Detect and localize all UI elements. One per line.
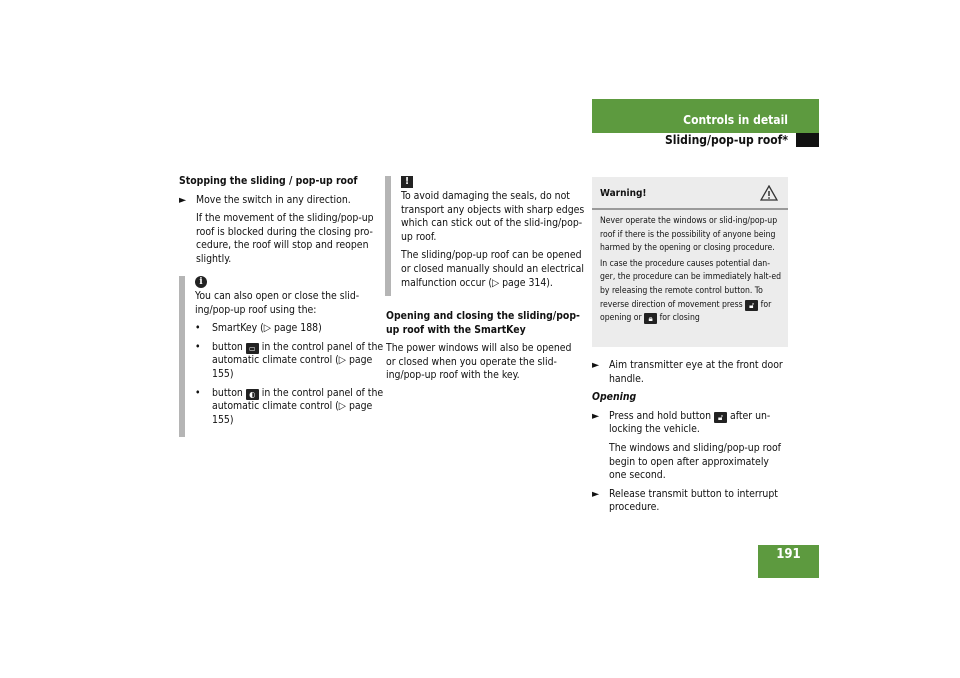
warning-header (592, 177, 788, 210)
warning-body (592, 210, 788, 326)
step-move-switch: ► Move the switch in any direction. (179, 193, 351, 206)
smartkey-paragraph: The power windows will also be opened or closed when you operate the slid-ing/pop-up roof with the key. (386, 342, 572, 382)
blocked-paragraph: If the movement of the sliding/pop-up roof is blocked during the closing pro-cedure, the roof will stop and reopen slightly. (196, 212, 374, 265)
unlock-button-icon: 🔓︎ (745, 300, 758, 311)
step-aim-transmitter: ► Aim transmitter eye at the front door handle. (592, 359, 783, 385)
page-number: 191 (776, 547, 801, 562)
opening-subheading: Opening (592, 391, 637, 404)
opening-paragraph: The windows and sliding/pop-up roof begin to open after approximately one second. (609, 441, 781, 482)
stopping-heading: Stopping the sliding / pop-up roof (179, 175, 358, 187)
step-arrow-icon: ► (179, 193, 187, 206)
column-3 (592, 359, 788, 520)
warning-p2: In case the procedure causes potential dan-ger, the procedure can be immediately halt-ed by releasing the remote control button. To reverse direction of movement press 🔓︎ for opening or 🔒︎ for closing (600, 258, 782, 324)
caution-note-p2: The sliding/pop-up roof can be opened or closed manually should an electrical malfunction occur (▷ page 314). (401, 249, 584, 289)
warning-box (592, 177, 788, 347)
info-note-intro: You can also open or close the slid-ing/pop-up roof using the: (195, 290, 360, 316)
caution-note (385, 176, 587, 296)
section-title: Controls in detail (683, 113, 788, 127)
air-recirculation-button-icon: ◐ (246, 389, 259, 400)
step-press-hold: ► Press and hold button 🔓︎ after un-locking the vehicle. (592, 409, 771, 436)
lock-button-icon: 🔒︎ (644, 313, 657, 324)
note-item-fan-button: • button ▭ in the control panel of the automatic climate control (▷ page 155) (195, 340, 384, 380)
roof-button-icon: ▭ (246, 343, 259, 354)
info-icon: i (195, 276, 207, 288)
column-1 (179, 175, 375, 272)
warning-p1: Never operate the windows or slid-ing/pop-up roof if there is the possibility of anyone being harmed by the opening or closing procedure. (600, 216, 778, 254)
exclamation-icon: ! (401, 176, 413, 188)
note-item-window-button: • button ◐ in the control panel of the automatic climate control (▷ page 155) (195, 386, 384, 426)
warning-title: Warning! (600, 188, 647, 199)
unlock-button-icon: 🔓︎ (714, 412, 727, 423)
note-item-smartkey: • SmartKey (▷ page 188) (195, 322, 322, 335)
warning-triangle-icon (760, 185, 778, 201)
subsection-title: Sliding/pop-up roof* (665, 133, 788, 147)
smartkey-heading: Opening and closing the sliding/pop-up roof with the SmartKey (386, 310, 580, 336)
column-2 (386, 310, 580, 388)
step-release-button: ► Release transmit button to interrupt procedure. (592, 487, 778, 514)
info-note (179, 276, 387, 437)
header-marker-block (796, 133, 819, 147)
caution-note-p1: To avoid damaging the seals, do not transport any objects with sharp edges which can stick out of the slid-ing/pop-up roof. (401, 190, 585, 243)
